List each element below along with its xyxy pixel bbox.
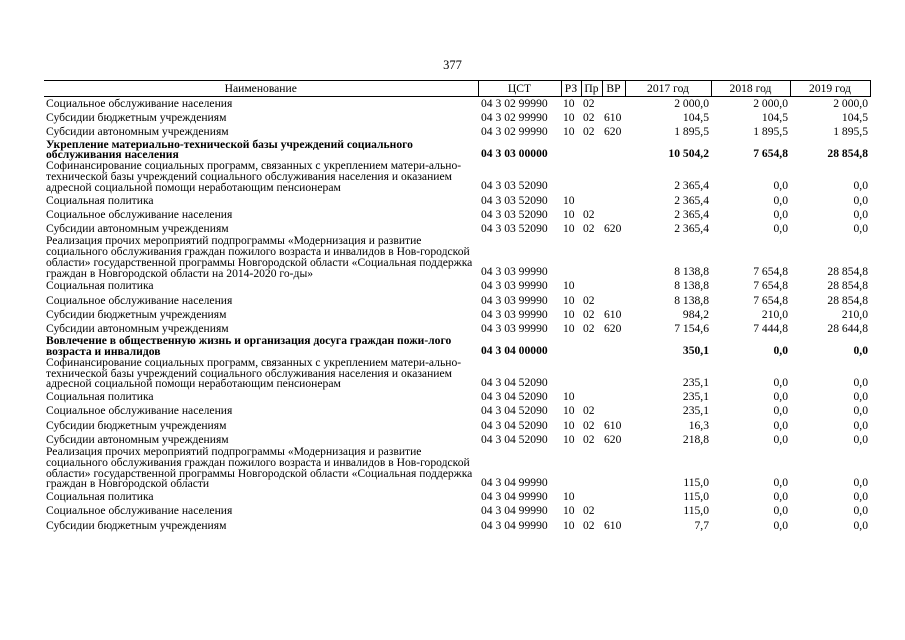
cell-2018: 0,0	[773, 432, 788, 446]
cell-rz	[561, 336, 581, 358]
cell-name: Социальная политика	[46, 490, 154, 504]
cell-pr: 02	[583, 322, 595, 335]
table-row	[44, 161, 870, 193]
cell-2018: 7 654,8	[753, 279, 788, 293]
cell-2017: 10 504,2	[668, 147, 709, 160]
cell-name: Реализация прочих мероприятий подпрограммы «Модернизация и развитие социального обслуживания граждан пожилого возраста и инвалидов в Нов-городской области» государственной программы Новгородской области «Социальная поддержка граждан в Новгородской области на 2014-2020 го-ды»	[46, 234, 473, 280]
cell-2017: 2 000,0	[674, 97, 709, 110]
cell-2018: 0,0	[773, 193, 788, 207]
cell-cst: 04 3 04 00000	[481, 343, 548, 357]
budget-table	[44, 80, 871, 533]
cell-pr	[581, 490, 602, 504]
cell-rz	[561, 358, 581, 390]
cell-rz: 10	[563, 504, 575, 518]
cell-pr: 02	[583, 418, 595, 432]
cell-2019: 0,0	[853, 343, 868, 357]
cell-2019: 0,0	[853, 418, 868, 432]
cell-name: Софинансирование социальных программ, связанных с укреплением матери-ально-технической базы учреждений социального обслуживания населения и оказанием адресной социальной помощи неработающим пенсионерам	[46, 159, 462, 194]
cell-pr	[581, 194, 602, 208]
header-cst: ЦСТ	[478, 81, 561, 97]
cell-2017: 2 365,4	[674, 179, 709, 193]
cell-rz: 10	[563, 432, 575, 446]
table-row	[44, 194, 870, 208]
header-2019: 2019 год	[790, 81, 870, 97]
cell-2018: 0,0	[773, 207, 788, 221]
cell-2018: 0,0	[773, 418, 788, 432]
cell-vr	[602, 358, 625, 390]
page-number: 377	[443, 58, 462, 72]
cell-vr	[602, 336, 625, 358]
cell-rz	[561, 447, 581, 490]
header-vr: ВР	[602, 81, 625, 97]
cell-2019: 28 854,8	[827, 279, 868, 293]
cell-2017: 235,1	[682, 404, 709, 418]
cell-name: Укрепление материально-технической базы учреждений социального обслуживания населения	[46, 137, 413, 162]
cell-name: Субсидии бюджетным учреждениям	[46, 307, 227, 321]
cell-rz: 10	[563, 418, 575, 432]
cell-cst: 04 3 03 52090	[481, 222, 548, 235]
cell-rz: 10	[563, 390, 575, 404]
table-row	[44, 279, 870, 293]
cell-2019: 0,0	[853, 179, 868, 193]
cell-rz: 10	[563, 111, 575, 125]
cell-vr	[602, 208, 625, 222]
cell-cst: 04 3 03 99990	[481, 279, 548, 293]
cell-2017: 984,2	[682, 307, 709, 321]
cell-2019: 0,0	[853, 404, 868, 418]
cell-2019: 28 854,8	[827, 147, 868, 160]
cell-2019: 0,0	[853, 490, 868, 504]
cell-vr: 610	[604, 307, 622, 321]
cell-2018: 0,0	[773, 343, 788, 357]
cell-rz	[561, 140, 581, 162]
cell-pr	[581, 236, 602, 279]
cell-2017: 7,7	[694, 518, 709, 532]
cell-vr	[602, 294, 625, 308]
cell-rz	[561, 236, 581, 279]
cell-2018: 104,5	[761, 111, 788, 125]
table-row	[44, 208, 870, 222]
cell-cst: 04 3 03 52090	[481, 179, 548, 193]
cell-2017: 104,5	[682, 111, 709, 125]
cell-name: Социальное обслуживание населения	[46, 207, 233, 221]
cell-name: Реализация прочих мероприятий подпрограммы «Модернизация и развитие социального обслуживания граждан пожилого возраста и инвалидов в Нов-городской области» государственной программы Новгородской области «Социальная поддержка граждан в Новгородской области	[46, 445, 473, 491]
cell-pr	[581, 336, 602, 358]
cell-2017: 2 365,4	[674, 222, 709, 235]
table-body	[44, 97, 870, 533]
cell-vr: 620	[604, 432, 622, 446]
cell-2018: 0,0	[773, 518, 788, 532]
cell-2017: 8 138,8	[674, 279, 709, 293]
cell-vr	[602, 490, 625, 504]
cell-2019: 0,0	[853, 207, 868, 221]
cell-name: Субсидии автономным учреждениям	[46, 322, 229, 335]
cell-pr: 02	[583, 504, 595, 518]
cell-2019: 0,0	[853, 504, 868, 518]
cell-rz: 10	[563, 490, 575, 504]
cell-name: Социальное обслуживание населения	[46, 97, 233, 110]
cell-2018: 2 000,0	[753, 97, 788, 110]
cell-pr: 02	[583, 207, 595, 221]
cell-2019: 0,0	[853, 518, 868, 532]
cell-2017: 16,3	[688, 418, 709, 432]
cell-vr	[602, 140, 625, 162]
table-row	[44, 358, 870, 390]
cell-name: Социальное обслуживание населения	[46, 404, 233, 418]
cell-pr	[581, 447, 602, 490]
cell-2018: 210,0	[761, 307, 788, 321]
cell-pr: 02	[583, 111, 595, 125]
table-row	[44, 419, 870, 433]
cell-name: Субсидии бюджетным учреждениям	[46, 418, 227, 432]
cell-vr	[602, 390, 625, 404]
cell-2017: 2 365,4	[674, 207, 709, 221]
cell-cst: 04 3 04 99990	[481, 504, 548, 518]
cell-cst: 04 3 02 99990	[481, 111, 548, 125]
cell-rz: 10	[563, 222, 575, 235]
cell-2018: 7 654,8	[753, 147, 788, 160]
cell-vr	[602, 279, 625, 293]
table-row	[44, 294, 870, 308]
cell-vr: 620	[604, 125, 622, 139]
cell-vr: 620	[604, 322, 622, 335]
table-row	[44, 336, 870, 358]
cell-pr	[581, 358, 602, 390]
cell-cst: 04 3 04 52090	[481, 418, 548, 432]
cell-2017: 115,0	[683, 475, 709, 489]
cell-2018: 0,0	[773, 404, 788, 418]
cell-2018: 0,0	[773, 390, 788, 404]
cell-2018: 0,0	[773, 490, 788, 504]
table-header	[44, 81, 870, 97]
cell-2019: 0,0	[853, 193, 868, 207]
cell-name: Социальная политика	[46, 193, 154, 207]
cell-cst: 04 3 04 52090	[481, 375, 548, 389]
cell-vr: 620	[604, 222, 622, 235]
cell-rz	[561, 161, 581, 193]
cell-2019: 0,0	[853, 475, 868, 489]
table-row	[44, 519, 870, 533]
header-pr: Пр	[581, 81, 602, 97]
cell-2018: 7 654,8	[753, 265, 788, 279]
cell-rz: 10	[563, 404, 575, 418]
cell-cst: 04 3 03 99990	[481, 293, 548, 307]
cell-vr	[602, 447, 625, 490]
cell-2017: 8 138,8	[674, 265, 709, 279]
cell-rz: 10	[563, 207, 575, 221]
table-row	[44, 236, 870, 279]
cell-vr: 610	[604, 418, 622, 432]
table-row	[44, 504, 870, 518]
cell-cst: 04 3 04 52090	[481, 390, 548, 404]
header-row	[44, 81, 870, 97]
header-2017: 2017 год	[625, 81, 711, 97]
cell-2018: 0,0	[773, 475, 788, 489]
cell-name: Субсидии бюджетным учреждениям	[46, 111, 227, 125]
cell-name: Вовлечение в общественную жизнь и организация досуга граждан пожи-лого возраста и инвалидов	[46, 334, 452, 358]
cell-vr	[602, 161, 625, 193]
cell-name: Субсидии бюджетным учреждениям	[46, 518, 227, 532]
cell-rz: 10	[563, 97, 575, 110]
cell-pr	[581, 140, 602, 162]
header-rz: РЗ	[561, 81, 581, 97]
cell-cst: 04 3 02 99990	[481, 125, 548, 139]
cell-2018: 0,0	[773, 375, 788, 389]
cell-2019: 2 000,0	[833, 97, 868, 110]
cell-2017: 7 154,6	[674, 322, 709, 335]
cell-2017: 1 895,5	[674, 125, 709, 139]
header-name: Наименование	[44, 81, 478, 97]
cell-name: Субсидии автономным учреждениям	[46, 432, 229, 446]
cell-2019: 210,0	[841, 307, 868, 321]
table-row	[44, 140, 870, 162]
cell-cst: 04 3 03 99990	[481, 322, 548, 335]
cell-pr	[581, 161, 602, 193]
cell-name: Социальная политика	[46, 390, 154, 404]
table-row	[44, 447, 870, 490]
cell-pr: 02	[583, 293, 595, 307]
cell-vr: 610	[604, 111, 622, 125]
table-row	[44, 308, 870, 322]
cell-2017: 115,0	[683, 504, 709, 518]
cell-rz: 10	[563, 307, 575, 321]
cell-pr: 02	[583, 222, 595, 235]
cell-name: Социальное обслуживание населения	[46, 504, 233, 518]
cell-name: Софинансирование социальных программ, связанных с укреплением матери-ально-технической базы учреждений социального обслуживания населения и оказанием адресной социальной помощи неработающим пенсионерам	[46, 355, 462, 391]
cell-rz: 10	[563, 322, 575, 335]
cell-2018: 0,0	[773, 504, 788, 518]
cell-2018: 0,0	[773, 179, 788, 193]
table-row	[44, 490, 870, 504]
cell-name: Социальное обслуживание населения	[46, 293, 233, 307]
cell-2017: 115,0	[683, 490, 709, 504]
cell-pr: 02	[583, 404, 595, 418]
cell-pr	[581, 279, 602, 293]
cell-cst: 04 3 03 99990	[481, 307, 548, 321]
cell-pr: 02	[583, 518, 595, 532]
cell-pr: 02	[583, 97, 595, 110]
cell-cst: 04 3 04 52090	[481, 404, 548, 418]
table-row	[44, 97, 870, 112]
cell-vr	[602, 194, 625, 208]
cell-2017: 350,1	[682, 343, 709, 357]
cell-vr	[602, 404, 625, 418]
cell-2017: 235,1	[682, 375, 709, 389]
cell-2018: 1 895,5	[753, 125, 788, 139]
cell-cst: 04 3 04 99990	[481, 475, 548, 489]
cell-pr: 02	[583, 432, 595, 446]
table-row	[44, 404, 870, 418]
cell-pr: 02	[583, 125, 595, 139]
cell-2017: 8 138,8	[674, 293, 709, 307]
cell-2019: 28 644,8	[827, 322, 868, 335]
cell-vr	[602, 504, 625, 518]
cell-rz: 10	[563, 279, 575, 293]
cell-2017: 218,8	[682, 432, 709, 446]
cell-rz: 10	[563, 193, 575, 207]
cell-2018: 7 444,8	[753, 322, 788, 335]
cell-cst: 04 3 03 99990	[481, 265, 548, 279]
cell-vr	[602, 236, 625, 279]
cell-2019: 0,0	[853, 375, 868, 389]
cell-2019: 28 854,8	[827, 293, 868, 307]
cell-pr: 02	[583, 307, 595, 321]
header-2018: 2018 год	[711, 81, 790, 97]
cell-cst: 04 3 04 52090	[481, 432, 548, 446]
cell-cst: 04 3 03 52090	[481, 207, 548, 221]
cell-name: Субсидии автономным учреждениям	[46, 222, 229, 235]
cell-2017: 2 365,4	[674, 193, 709, 207]
cell-cst: 04 3 04 99990	[481, 518, 548, 532]
cell-2018: 7 654,8	[753, 293, 788, 307]
cell-cst: 04 3 04 99990	[481, 490, 548, 504]
cell-2019: 28 854,8	[827, 265, 868, 279]
cell-2019: 0,0	[853, 222, 868, 235]
cell-name: Социальная политика	[46, 279, 154, 293]
cell-vr: 610	[604, 518, 622, 532]
cell-2017: 235,1	[682, 390, 709, 404]
table-row	[44, 111, 870, 125]
cell-name: Субсидии автономным учреждениям	[46, 125, 229, 139]
cell-rz: 10	[563, 125, 575, 139]
table-row	[44, 390, 870, 404]
cell-2019: 1 895,5	[833, 125, 868, 139]
cell-pr	[581, 390, 602, 404]
cell-vr	[602, 97, 625, 112]
cell-2019: 0,0	[853, 390, 868, 404]
cell-cst: 04 3 02 99990	[481, 97, 548, 110]
cell-2019: 104,5	[841, 111, 868, 125]
cell-cst: 04 3 03 52090	[481, 193, 548, 207]
cell-2019: 0,0	[853, 432, 868, 446]
cell-rz: 10	[563, 293, 575, 307]
cell-cst: 04 3 03 00000	[481, 147, 548, 160]
cell-rz: 10	[563, 518, 575, 532]
cell-2018: 0,0	[773, 222, 788, 235]
